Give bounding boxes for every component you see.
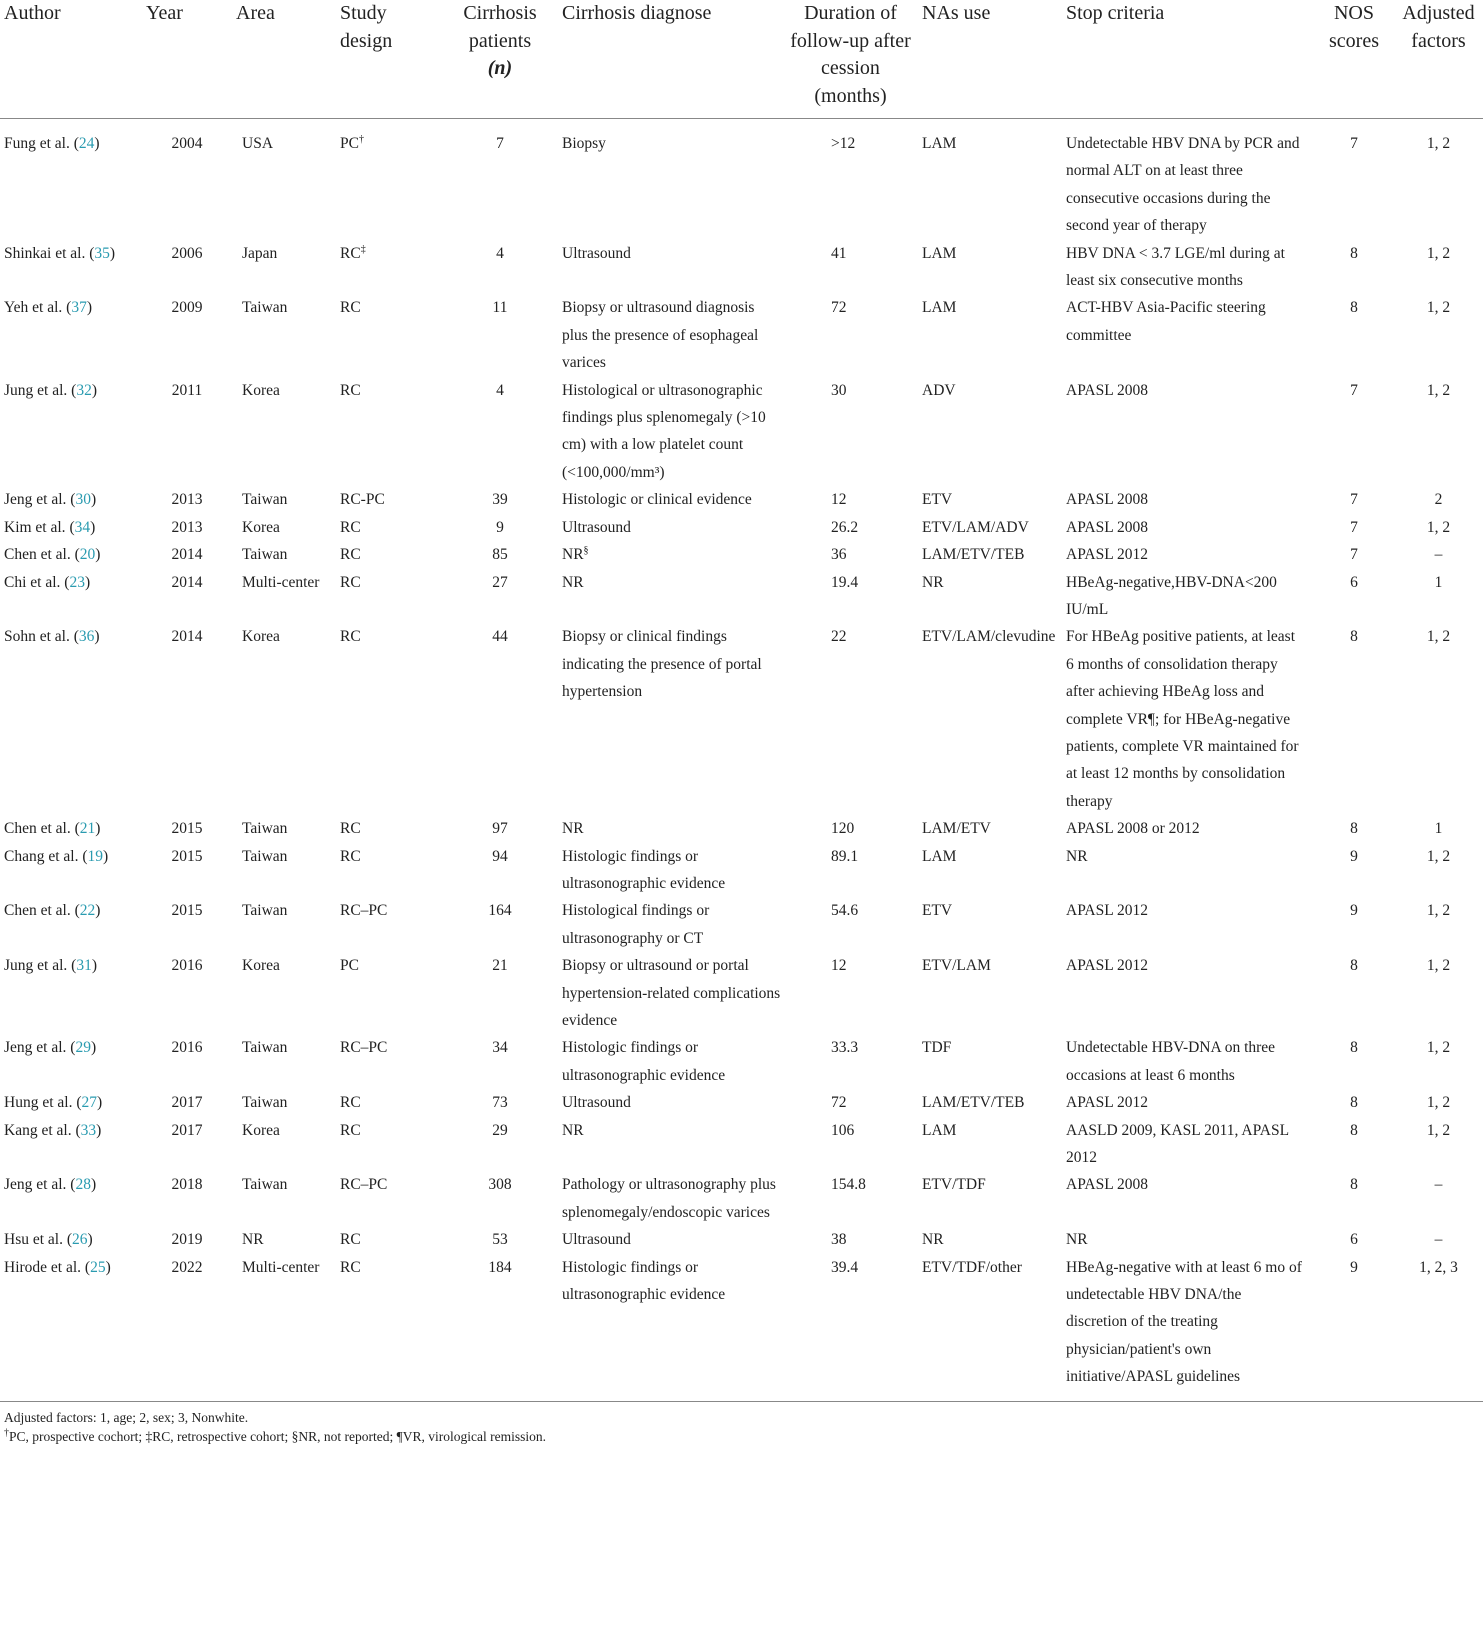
adjusted-cell: 2 [1434,491,1443,509]
reference-link[interactable]: 30 [75,491,91,509]
header-nas-use: NAs use [918,0,1062,119]
nos-cell: 8 [1350,957,1358,975]
diagnose-cell: Ultrasound [562,1231,631,1249]
diagnose-cell: NR [562,820,584,838]
nos-cell: 8 [1350,1121,1358,1139]
area-cell: Multi-center [232,1254,336,1402]
design-cell: RC [340,847,361,865]
area-cell: Korea [242,957,280,975]
nas-cell: LAM/ETV/TEB [922,1094,1025,1112]
area-cell: Taiwan [242,1094,288,1112]
patients-cell: 44 [492,628,508,646]
area-cell: Japan [242,244,278,262]
reference-link[interactable]: 23 [69,573,85,591]
year-cell: 2014 [171,546,203,564]
year-cell: 2015 [171,902,203,920]
stop-criteria-cell: APASL 2008 [1066,381,1148,399]
author-cell: Kim et al. (34) [4,518,96,536]
patients-cell: 21 [492,957,508,975]
adjusted-cell: 1 [1434,573,1443,591]
design-cell: RC–PC [340,1176,388,1194]
diagnose-cell: NR [562,1121,584,1139]
patients-cell: 9 [496,518,504,536]
reference-link[interactable]: 25 [90,1258,106,1276]
adjusted-cell: 1, 2 [1426,902,1451,920]
table-row [0,1034,1483,1089]
table-row [0,897,1483,952]
nos-cell: 8 [1350,1094,1358,1112]
year-cell: 2016 [171,1039,203,1057]
nas-cell: ETV [922,902,953,920]
design-cell: RC‡ [340,243,366,262]
nas-cell: ETV/LAM/ADV [922,518,1029,536]
nas-cell: ETV [922,491,953,509]
design-cell: RC [340,1094,361,1112]
adjusted-cell: 1 [1434,820,1443,838]
duration-cell: 72 [831,299,847,317]
adjusted-cell: – [1434,1176,1443,1194]
design-cell: RC–PC [340,902,388,920]
stop-criteria-cell: AASLD 2009, KASL 2011, APASL 2012 [1066,1121,1289,1167]
patients-cell: 4 [496,244,504,262]
diagnose-cell: Histologic findings or ultrasonographic evidence [558,1254,783,1402]
duration-cell: 19.4 [831,573,859,591]
nos-cell: 8 [1350,1176,1358,1194]
adjusted-cell: 1, 2 [1426,847,1451,865]
nos-cell: 7 [1350,546,1358,564]
area-cell: Multi-center [242,573,320,591]
reference-link[interactable]: 37 [71,299,87,317]
area-cell: Korea [242,381,280,399]
stop-criteria-cell: APASL 2012 [1066,902,1148,920]
header-cirrhosis-patients: Cirrhosis patients (n) [442,0,558,119]
patients-cell: 184 [442,1254,558,1402]
nas-cell: TDF [922,1039,952,1057]
nas-cell: NR [922,573,944,591]
duration-cell: >12 [831,135,856,152]
area-cell: Taiwan [242,1176,288,1194]
design-cell: RC [340,518,361,536]
diagnose-cell: NR [562,573,584,591]
author-cell: Kang et al. (33) [4,1121,102,1139]
reference-link[interactable]: 26 [72,1231,88,1249]
header-duration: Duration of follow-up after cession (months) [783,0,918,119]
year-cell: 2004 [171,135,203,152]
diagnose-cell: Biopsy or ultrasound diagnosis plus the presence of esophageal varices [562,299,759,372]
header-adjusted-factors: Adjusted factors [1394,0,1483,119]
design-cell: PC [340,957,359,975]
diagnose-cell: Biopsy or ultrasound or portal hypertension-related complications evidence [562,957,781,1029]
duration-cell: 120 [831,820,855,838]
stop-criteria-cell: HBeAg-negative with at least 6 mo of undetectable HBV DNA/the discretion of the treating physician/patient's own initiative/APASL guidelines [1062,1254,1314,1402]
diagnose-cell: Biopsy [562,135,606,152]
nos-cell: 6 [1350,1231,1358,1249]
patients-cell: 94 [492,847,508,865]
nas-cell: LAM [922,299,957,317]
duration-cell: 33.3 [831,1039,859,1057]
adjusted-cell: 1, 2 [1426,244,1451,262]
area-cell: Taiwan [242,820,288,838]
duration-cell: 30 [831,381,847,399]
table-row [0,623,1483,815]
adjusted-cell: – [1434,1231,1443,1249]
nas-cell: ETV/TDF [922,1176,986,1194]
year-cell: 2006 [171,244,203,262]
footnote-adjusted-factors: Adjusted factors: 1, age; 2, sex; 3, Nonwhite. [4,1409,249,1425]
adjusted-cell: 1, 2 [1426,1094,1451,1112]
design-cell: RC [340,1231,361,1249]
table-row [0,1089,1483,1116]
year-cell: 2019 [171,1231,203,1249]
duration-cell: 154.8 [831,1176,866,1194]
table-row [0,1254,1483,1402]
nos-cell: 8 [1350,299,1358,317]
nos-cell: 7 [1350,491,1358,509]
design-cell: RC [340,573,361,591]
adjusted-cell: 1, 2 [1426,1039,1451,1057]
duration-cell: 54.6 [831,902,859,920]
footnote-abbreviations: †PC, prospective cochort; ‡RC, retrospective cohort; §NR, not reported; ¶VR, virological remission. [4,1427,547,1444]
patients-cell: 11 [492,299,508,317]
reference-link[interactable]: 19 [87,847,104,865]
area-cell: Korea [242,518,280,536]
header-nos-scores: NOS scores [1314,0,1394,119]
design-cell: RC-PC [340,491,385,509]
author-cell: Chen et al. (20) [4,546,101,564]
year-cell: 2013 [171,491,203,509]
year-cell: 2014 [171,628,203,646]
patients-cell: 7 [496,135,504,152]
diagnose-cell: Biopsy or clinical findings indicating the presence of portal hypertension [562,628,762,701]
adjusted-cell: 1, 2 [1426,1121,1451,1139]
diagnose-cell: Ultrasound [562,244,631,262]
nas-cell: ETV/LAM/clevudine [922,628,1056,646]
adjusted-cell: 1, 2 [1426,299,1451,317]
design-cell: RC [340,299,361,317]
reference-link[interactable]: 33 [80,1121,97,1139]
year-cell: 2015 [171,847,203,865]
nas-cell: LAM/ETV/TEB [922,546,1025,564]
duration-cell: 89.1 [831,847,859,865]
header-year: Year [142,0,232,119]
table-row [0,377,1483,487]
nas-cell: LAM [922,244,957,262]
adjusted-cell: 1, 2 [1426,957,1451,975]
year-cell: 2016 [171,957,203,975]
patients-cell: 308 [488,1176,512,1194]
reference-link[interactable]: 36 [78,628,95,646]
reference-link[interactable]: 35 [94,244,110,262]
reference-link[interactable]: 28 [75,1176,91,1194]
year-cell: 2022 [142,1254,232,1402]
reference-link[interactable]: 24 [78,135,95,152]
table-row [0,952,1483,1034]
stop-criteria-cell: Undetectable HBV-DNA on three occasions at least 6 months [1066,1039,1276,1084]
adjusted-cell: 1, 2, 3 [1394,1254,1483,1402]
stop-criteria-cell: ACT-HBV Asia-Pacific steering committee [1066,299,1266,344]
year-cell: 2014 [171,573,203,591]
table-row [0,541,1483,568]
table-row [0,1117,1483,1172]
area-cell: Korea [242,628,280,646]
author-cell: Chi et al. (23) [4,573,91,591]
nas-cell: LAM [922,847,957,865]
patients-cell: 164 [488,902,512,920]
author-cell: Chen et al. (21) [4,820,101,838]
header-stop-criteria: Stop criteria [1062,0,1314,119]
diagnose-cell: Histological findings or ultrasonography or CT [562,902,710,947]
duration-cell: 22 [831,628,847,646]
design-cell: RC [336,1254,442,1402]
year-cell: 2017 [171,1121,203,1139]
adjusted-cell: 1, 2 [1426,381,1451,399]
area-cell: Taiwan [242,299,288,317]
reference-link[interactable]: 21 [79,820,96,838]
reference-link[interactable]: 34 [74,518,91,536]
table-row [0,119,1483,240]
stop-criteria-cell: NR [1066,1231,1088,1249]
area-cell: USA [242,135,274,152]
stop-criteria-cell: APASL 2012 [1066,546,1148,564]
duration-cell: 106 [831,1121,855,1139]
nas-cell: LAM [922,135,957,152]
diagnose-cell: Histological or ultrasonographic findings plus splenomegaly (>10 cm) with a low platelet count (<100,000/mm³) [562,381,766,481]
table-row [0,486,1483,513]
nos-cell: 7 [1350,135,1358,152]
design-cell: PC† [340,133,364,152]
reference-link[interactable]: 31 [76,957,92,975]
nas-cell: ETV/TDF/other [918,1254,1062,1402]
reference-link[interactable]: 29 [75,1039,91,1057]
table-row [0,294,1483,376]
design-cell: RC [340,820,361,838]
author-cell: Jeng et al. (28) [4,1176,97,1194]
author-cell: Jung et al. (31) [4,957,97,975]
duration-cell: 38 [831,1231,847,1249]
design-cell: RC [340,628,361,646]
header-author: Author [0,0,142,119]
table-row [0,1171,1483,1226]
stop-criteria-cell: APASL 2012 [1066,957,1148,975]
author-cell: Chen et al. (22) [4,902,101,920]
author-cell: Hsu et al. (26) [4,1231,93,1249]
stop-criteria-cell: NR [1066,847,1088,865]
patients-cell: 39 [492,491,508,509]
year-cell: 2018 [171,1176,203,1194]
patients-cell: 29 [492,1121,508,1139]
nas-cell: ETV/LAM [922,957,991,975]
year-cell: 2013 [171,518,203,536]
nas-cell: LAM [922,1121,957,1139]
nas-cell: NR [922,1231,944,1249]
table-row [0,514,1483,541]
adjusted-cell: 1, 2 [1426,518,1451,536]
reference-link[interactable]: 32 [76,381,92,399]
stop-criteria-cell: APASL 2008 or 2012 [1066,820,1200,838]
stop-criteria-cell: APASL 2008 [1066,491,1148,509]
nos-cell: 9 [1314,1254,1394,1402]
adjusted-cell: 1, 2 [1426,135,1451,152]
diagnose-cell: Histologic findings or ultrasonographic evidence [562,1039,726,1084]
patients-cell: 85 [492,546,508,564]
stop-criteria-cell: For HBeAg positive patients, at least 6 months of consolidation therapy after achieving HBeAg loss and complete VR¶; for HBeAg-negative patients, complete VR maintained for at least 12 months by consolidation therapy [1066,628,1299,810]
design-cell: RC [340,546,361,564]
area-cell: Taiwan [242,847,288,865]
table-body [0,119,1483,1402]
nos-cell: 6 [1350,573,1358,591]
year-cell: 2009 [171,299,203,317]
patients-cell: 97 [492,820,508,838]
area-cell: Taiwan [242,546,288,564]
table-row [0,569,1483,624]
area-cell: Korea [242,1121,280,1139]
table-row [0,1226,1483,1253]
table-row [0,240,1483,295]
author-cell: Jung et al. (32) [4,381,97,399]
author-cell: Hung et al. (27) [4,1094,103,1112]
stop-criteria-cell: APASL 2008 [1066,518,1148,536]
diagnose-cell: NR§ [562,544,589,564]
duration-cell: 41 [831,244,847,262]
table-row [0,815,1483,842]
year-cell: 2017 [171,1094,203,1112]
table-row [0,843,1483,898]
patients-cell: 27 [492,573,508,591]
area-cell: Taiwan [242,491,288,509]
nos-cell: 8 [1350,244,1358,262]
diagnose-cell: Ultrasound [562,518,631,536]
author-cell: Shinkai et al. (35) [4,244,116,262]
duration-cell: 12 [831,491,847,509]
diagnose-cell: Ultrasound [562,1094,631,1112]
adjusted-cell: – [1434,546,1443,564]
year-cell: 2015 [171,820,203,838]
header-study-design: Study design [336,0,442,119]
design-cell: RC [340,1121,361,1139]
nos-cell: 7 [1350,518,1358,536]
nas-cell: ADV [922,381,956,399]
stop-criteria-cell: HBV DNA < 3.7 LGE/ml during at least six consecutive months [1066,244,1285,290]
patients-cell: 34 [492,1039,508,1057]
duration-cell: 36 [831,546,847,564]
stop-criteria-cell: HBeAg-negative,HBV-DNA<200 IU/mL [1066,573,1277,618]
author-cell: Hirode et al. (25) [0,1254,142,1402]
nos-cell: 9 [1350,847,1358,865]
author-cell: Sohn et al. (36) [4,628,100,646]
stop-criteria-cell: Undetectable HBV DNA by PCR and normal ALT on at least three consecutive occasions during the second year of therapy [1066,135,1300,235]
nos-cell: 7 [1350,381,1358,399]
table-footnotes [0,1402,1483,1446]
patients-cell: 4 [496,381,504,399]
nos-cell: 8 [1350,820,1358,838]
duration-cell: 72 [831,1094,847,1112]
design-cell: RC–PC [340,1039,388,1057]
diagnose-cell: Pathology or ultrasonography plus splenomegaly/endoscopic varices [562,1176,776,1221]
author-cell: Jeng et al. (29) [4,1039,97,1057]
nos-cell: 8 [1350,628,1358,646]
patients-cell: 53 [492,1231,508,1249]
nos-cell: 9 [1350,902,1358,920]
diagnose-cell: Histologic or clinical evidence [562,491,752,509]
author-cell: Jeng et al. (30) [4,491,97,509]
patients-cell: 73 [492,1094,508,1112]
duration-cell: 39.4 [783,1254,918,1402]
stop-criteria-cell: APASL 2012 [1066,1094,1148,1112]
author-cell: Chang et al. (19) [4,847,109,865]
area-cell: Taiwan [242,1039,288,1057]
stop-criteria-cell: APASL 2008 [1066,1176,1148,1194]
adjusted-cell: 1, 2 [1426,628,1451,646]
reference-link[interactable]: 20 [79,546,96,564]
nas-cell: LAM/ETV [922,820,991,838]
reference-link[interactable]: 27 [81,1094,97,1112]
author-cell: Yeh et al. (37) [4,299,92,317]
nos-cell: 8 [1350,1039,1358,1057]
area-cell: Taiwan [242,902,288,920]
header-row [0,0,1483,119]
diagnose-cell: Histologic findings or ultrasonographic evidence [562,847,726,892]
duration-cell: 12 [831,957,847,975]
header-cirrhosis-diagnose: Cirrhosis diagnose [558,0,783,119]
area-cell: NR [242,1231,264,1249]
header-area: Area [232,0,336,119]
author-cell: Fung et al. (24) [4,135,100,152]
duration-cell: 26.2 [831,518,859,536]
design-cell: RC [340,381,361,399]
year-cell: 2011 [171,381,203,399]
reference-link[interactable]: 22 [79,902,96,920]
